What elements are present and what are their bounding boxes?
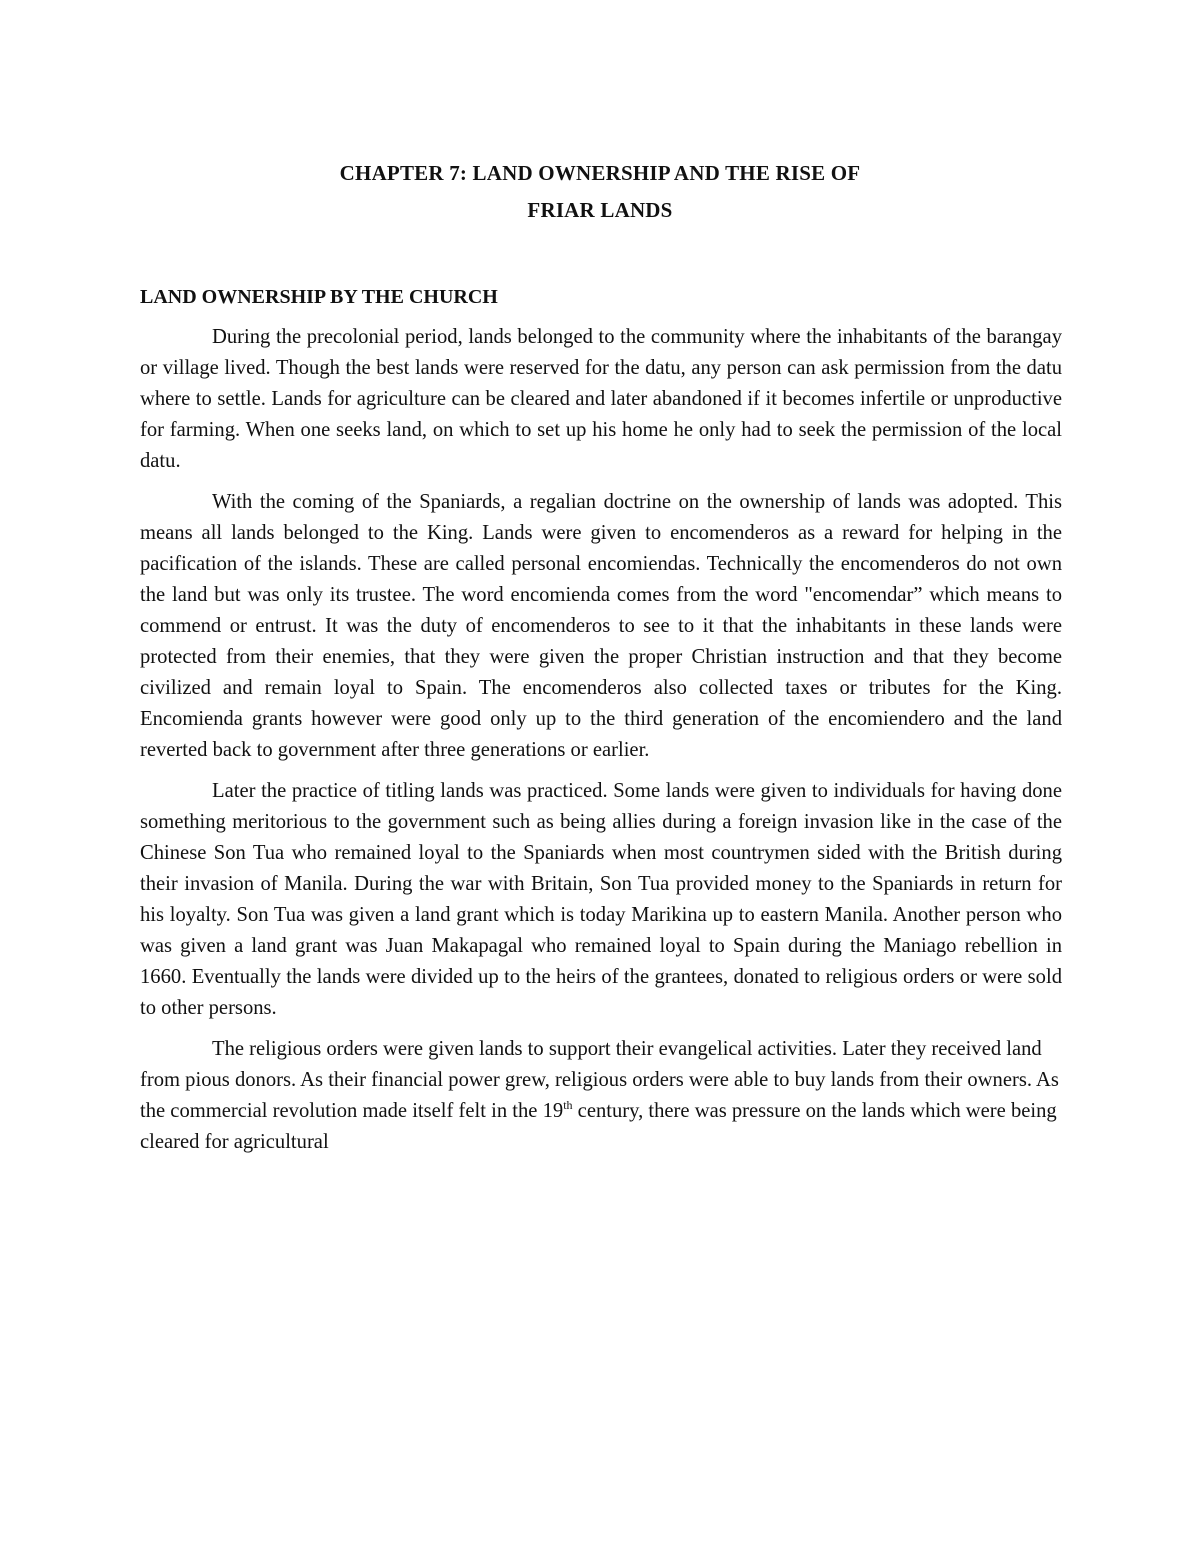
body-text: [140, 322, 1062, 1168]
chapter-title-line-1: CHAPTER 7: LAND OWNERSHIP AND THE RISE OF: [339, 161, 861, 185]
paragraph-4: [140, 1034, 1062, 1158]
paragraph-1: During the precolonial period, lands belonged to the community where the inhabitants of the barangay or village lived. Though the best lands were reserved for the datu, any person can ask permission from the datu where to settle. Lands for agriculture can be cleared and later abandoned if it becomes infertile or unproductive for farming. When one seeks land, on which to set up his home he only had to seek the permission of the local datu.: [140, 326, 1062, 472]
paragraph-4-text-start: The religious orders were given lands to support their evangelical activities. Later they received land from pious donors. As their financial power grew, religious orders were able to buy lands from their owners. As the commercial revolution made itself felt in the 19: [140, 1038, 1059, 1122]
chapter-title: [140, 155, 1060, 229]
chapter-title-line-2: FRIAR LANDS: [527, 198, 673, 222]
section-heading: LAND OWNERSHIP BY THE CHURCH: [140, 286, 498, 308]
paragraph-3: Later the practice of titling lands was practiced. Some lands were given to individuals for having done something meritorious to the government such as being allies during a foreign invasion like in the case of the Chinese Son Tua who remained loyal to the Spaniards when most countrymen sided with the British during their invasion of Manila. During the war with Britain, Son Tua provided money to the Spaniards in return for his loyalty. Son Tua was given a land grant which is today Marikina up to eastern Manila. Another person who was given a land grant was Juan Makapagal who remained loyal to Spain during the Maniago rebellion in 1660. Eventually the lands were divided up to the heirs of the grantees, donated to religious orders or were sold to other persons.: [140, 780, 1062, 1019]
paragraph-4-text-end: century, there was pressure on the lands which were being cleared for agricultural: [140, 1100, 1057, 1153]
ordinal-superscript: th: [563, 1098, 573, 1113]
paragraph-2: With the coming of the Spaniards, a regalian doctrine on the ownership of lands was adopted. This means all lands belonged to the King. Lands were given to encomenderos as a reward for helping in the pacification of the islands. These are called personal encomiendas. Technically the encomenderos do not own the land but was only its trustee. The word encomienda comes from the word "encomendar” which means to commend or entrust. It was the duty of encomenderos to see to it that the inhabitants in these lands were protected from their enemies, that they were given the proper Christian instruction and that they become civilized and remain loyal to Spain. The encomenderos also collected taxes or tributes for the King. Encomienda grants however were good only up to the third generation of the encomiendero and the land reverted back to government after three generations or earlier.: [140, 491, 1062, 761]
